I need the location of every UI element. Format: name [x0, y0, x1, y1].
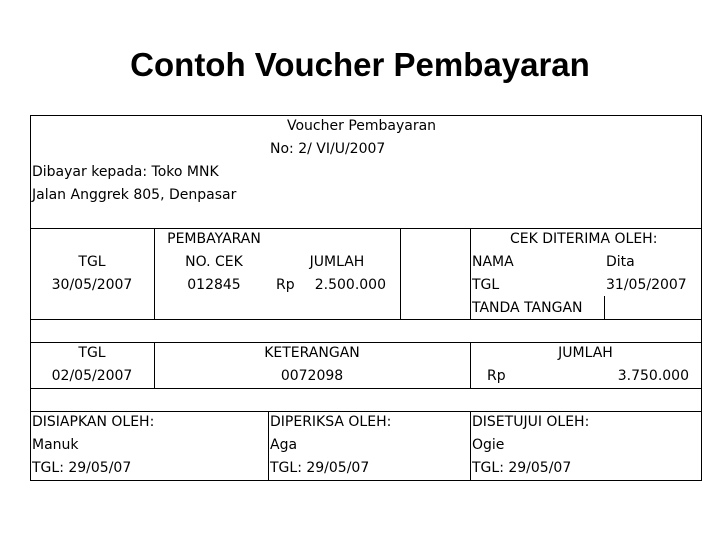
address: Jalan Anggrek 805, Denpasar	[32, 187, 237, 203]
paid-to: Dibayar kepada: Toko MNK	[32, 164, 219, 180]
prepared-by-label: DISIAPKAN OLEH:	[32, 414, 155, 430]
divider-sign-2	[470, 411, 471, 480]
ket-jumlah-value: 3.750.000	[617, 368, 689, 384]
prepared-by-date: TGL: 29/05/07	[32, 460, 132, 476]
nama-label: NAMA	[472, 254, 514, 270]
payment-section-label: PEMBAYARAN	[167, 231, 261, 247]
voucher-number: No: 2/ VI/U/2007	[270, 141, 386, 157]
ket-tgl-label: TGL	[78, 345, 106, 361]
checked-by-date: TGL: 29/05/07	[270, 460, 370, 476]
approved-by-name: Ogie	[472, 437, 505, 453]
ket-jumlah-label: JUMLAH	[558, 345, 613, 361]
divider-keterangan-bottom	[30, 388, 702, 389]
page-title: Contoh Voucher Pembayaran	[130, 46, 590, 83]
keterangan-label: KETERANGAN	[264, 345, 360, 361]
ket-currency: Rp	[487, 368, 506, 384]
payment-tgl-value: 30/05/2007	[51, 277, 133, 293]
payment-currency: Rp	[276, 277, 295, 293]
approved-by-label: DISETUJUI OLEH:	[472, 414, 590, 430]
ket-tgl-value: 02/05/2007	[51, 368, 133, 384]
frame-right-border	[701, 115, 702, 480]
checked-by-name: Aga	[270, 437, 298, 453]
cek-diterima-heading: CEK DITERIMA OLEH:	[510, 231, 658, 247]
prepared-by-name: Manuk	[32, 437, 79, 453]
payment-jumlah-value: 2.500.000	[314, 277, 386, 293]
cek-tgl-label: TGL	[472, 277, 500, 293]
payment-jumlah-label: JUMLAH	[309, 254, 365, 270]
approved-by-date: TGL: 29/05/07	[472, 460, 572, 476]
voucher-heading: Voucher Pembayaran	[287, 118, 437, 134]
cek-tgl-value: 31/05/2007	[606, 277, 687, 293]
frame-left-border	[30, 115, 31, 480]
cek-number-value: 012845	[187, 277, 241, 293]
checked-by-label: DIPERIKSA OLEH:	[270, 414, 392, 430]
keterangan-value: 0072098	[280, 368, 344, 384]
tanda-tangan-label: TANDA TANGAN	[472, 300, 583, 316]
divider-payment-bottom	[30, 319, 702, 320]
cek-number-label: NO. CEK	[185, 254, 243, 270]
frame-bottom-border	[30, 480, 702, 481]
nama-value: Dita	[606, 254, 635, 270]
payment-tgl-label: TGL	[78, 254, 106, 270]
divider-cek-left	[470, 228, 471, 319]
divider-sign-1	[268, 411, 269, 480]
divider-ttd-box	[604, 296, 605, 319]
divider-payment-right	[400, 228, 401, 319]
